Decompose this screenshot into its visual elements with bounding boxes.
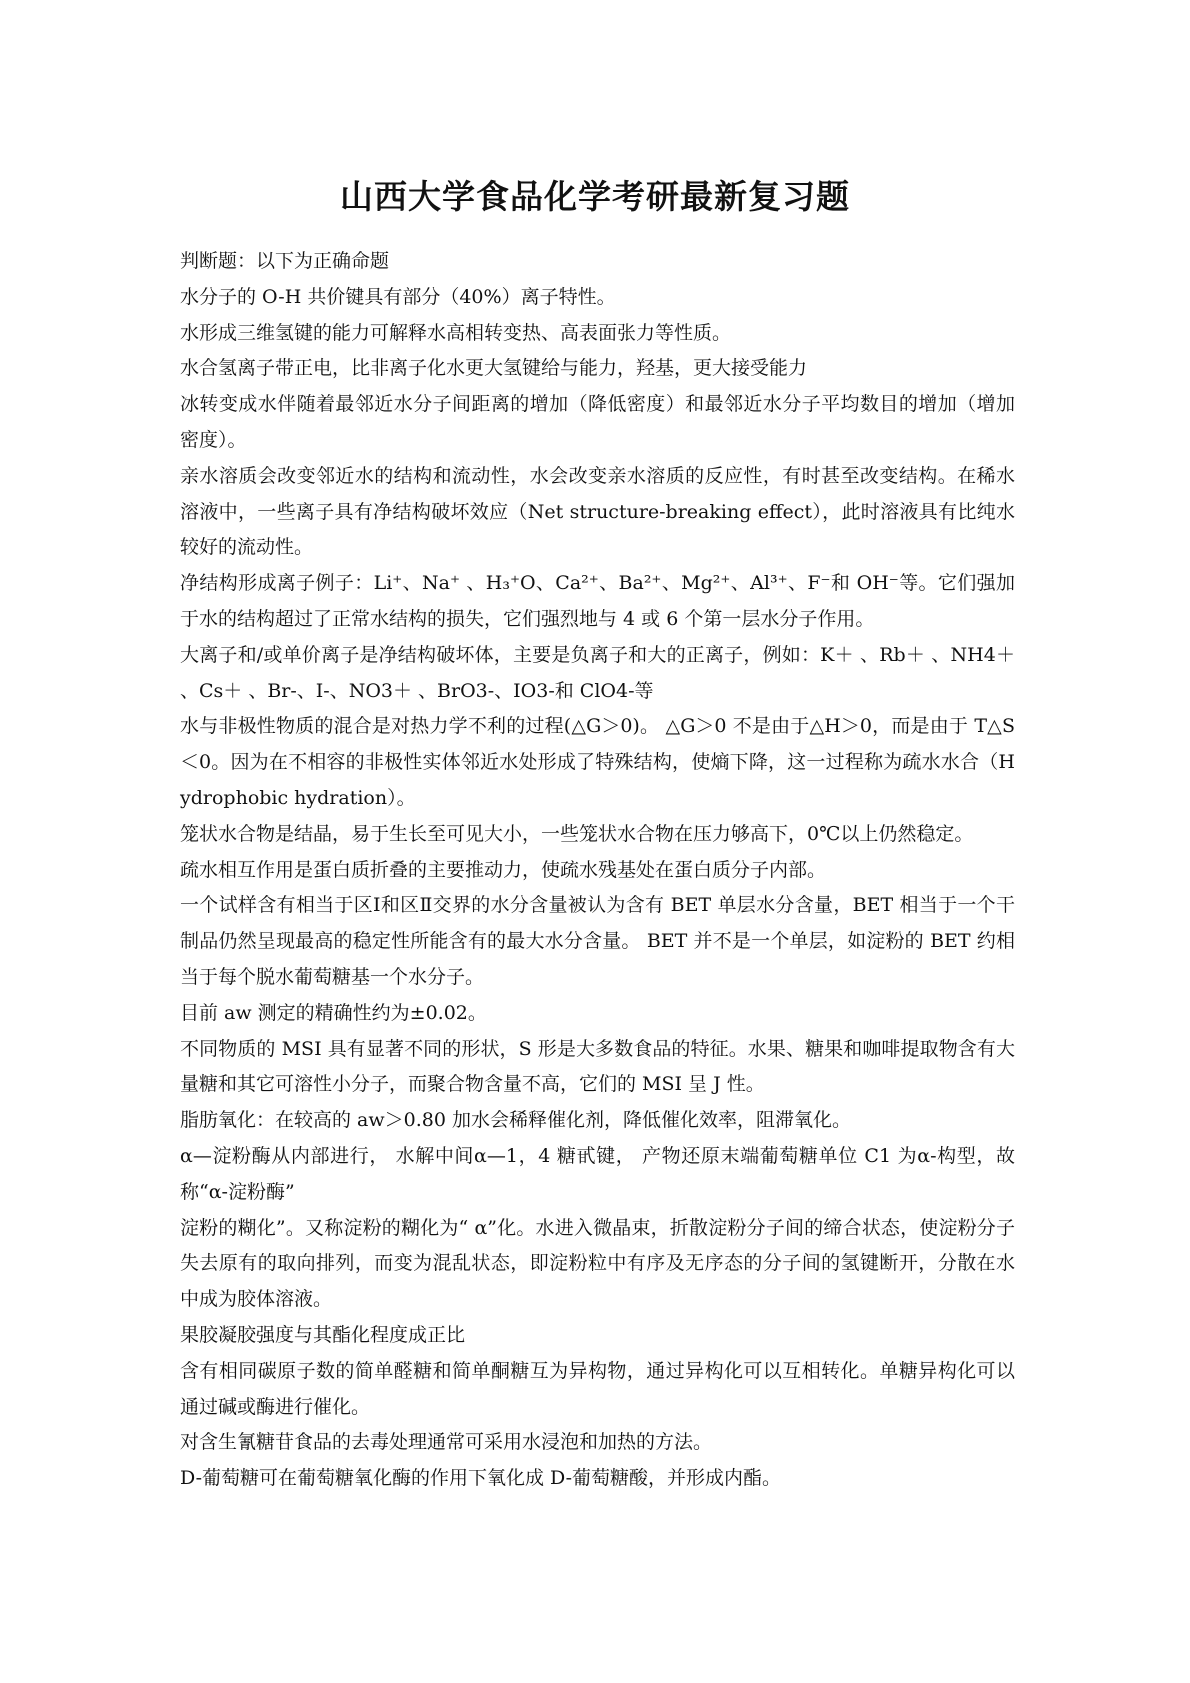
page-title: 山西大学食品化学考研最新复习题 <box>340 177 850 217</box>
paragraph: 果胶凝胶强度与其酯化程度成正比 <box>180 1323 466 1346</box>
paragraph: 冰转变成水伴随着最邻近水分子间距离的增加（降低密度）和最邻近水分子平均数目的增加（增加密度）。 <box>180 393 1015 451</box>
paragraph: α—淀粉酶从内部进行， 水解中间α—1，4 糖甙键， 产物还原末端葡萄糖单位 C1 为α-构型，故称“α-淀粉酶” <box>180 1144 1015 1203</box>
paragraph: 不同物质的 MSI 具有显著不同的形状，S 形是大多数食品的特征。水果、糖果和咖啡提取物含有大量糖和其它可溶性小分子，而聚合物含量不高，它们的 MSI 呈 J 性。 <box>180 1037 1015 1096</box>
paragraph: 含有相同碳原子数的简单醛糖和简单酮糖互为异构物，通过异构化可以互相转化。单糖异构化可以通过碱或酶进行催化。 <box>180 1359 1015 1418</box>
paragraph: 亲水溶质会改变邻近水的结构和流动性，水会改变亲水溶质的反应性，有时甚至改变结构。在稀水溶液中，一些离子具有净结构破坏效应（Net structure-breaking effect），此时溶液具有比纯水较好的流动性。 <box>180 464 1015 559</box>
paragraph: 一个试样含有相当于区Ⅰ和区Ⅱ交界的水分含量被认为含有 BET 单层水分含量，BET 相当于一个干制品仍然呈现最高的稳定性所能含有的最大水分含量。 BET 并不是一个单层，如淀粉的 BET 约相当于每个脱水葡萄糖基一个水分子。 <box>180 894 1015 988</box>
paragraph: D-葡萄糖可在葡萄糖氧化酶的作用下氧化成 D-葡萄糖酸，并形成内酯。 <box>180 1467 782 1490</box>
paragraph: 水形成三维氢键的能力可解释水高相转变热、高表面张力等性质。 <box>180 321 732 344</box>
paragraph: 目前 aw 测定的精确性约为±0.02。 <box>180 1001 487 1024</box>
paragraph: 大离子和/或单价离子是净结构破坏体，主要是负离子和大的正离子，例如：K＋ 、Rb＋ 、NH4＋ 、Cs＋ 、Br-、I-、NO3＋ 、BrO3-、IO3-和 ClO4-等 <box>180 643 1015 702</box>
paragraph: 水合氢离子带正电，比非离子化水更大氢键给与能力，羟基，更大接受能力 <box>180 357 808 380</box>
paragraph: 水与非极性物质的混合是对热力学不利的过程(△G＞0)。 △G＞0 不是由于△H＞0，而是由于 T△S＜0。因为在不相容的非极性实体邻近水处形成了特殊结构，使熵下降，这一过程称为疏水水合（Hydrophobic hydration）。 <box>180 715 1015 809</box>
paragraph: 淀粉的糊化”。又称淀粉的糊化为“ α”化。水进入微晶束，折散淀粉分子间的缔合状态，使淀粉分子失去原有的取向排列，而变为混乱状态，即淀粉粒中有序及无序态的分子间的氢键断开，分散在水中成为胶体溶液。 <box>180 1216 1015 1311</box>
paragraph: 脂肪氧化：在较高的 aw＞0.80 加水会稀释催化剂，降低催化效率，阻滞氧化。 <box>180 1109 851 1132</box>
paragraph: 净结构形成离子例子：Li⁺、Na⁺ 、H₃⁺O、Ca²⁺、Ba²⁺、Mg²⁺、Al³⁺、F⁻和 OH⁻等。它们强加于水的结构超过了正常水结构的损失，它们强烈地与 4 或 6 个第一层水分子作用。 <box>180 572 1015 630</box>
paragraph: 对含生氰糖苷食品的去毒处理通常可采用水浸泡和加热的方法。 <box>180 1431 713 1454</box>
document-body <box>180 244 1015 1497</box>
paragraph: 疏水相互作用是蛋白质折叠的主要推动力，使疏水残基处在蛋白质分子内部。 <box>180 858 827 881</box>
section-heading-judgment: 判断题：以下为正确命题 <box>180 250 390 272</box>
paragraph: 笼状水合物是结晶，易于生长至可见大小，一些笼状水合物在压力够高下，0℃以上仍然稳定。 <box>180 822 974 845</box>
paragraph: 水分子的 O-H 共价键具有部分（40%）离子特性。 <box>180 285 616 308</box>
